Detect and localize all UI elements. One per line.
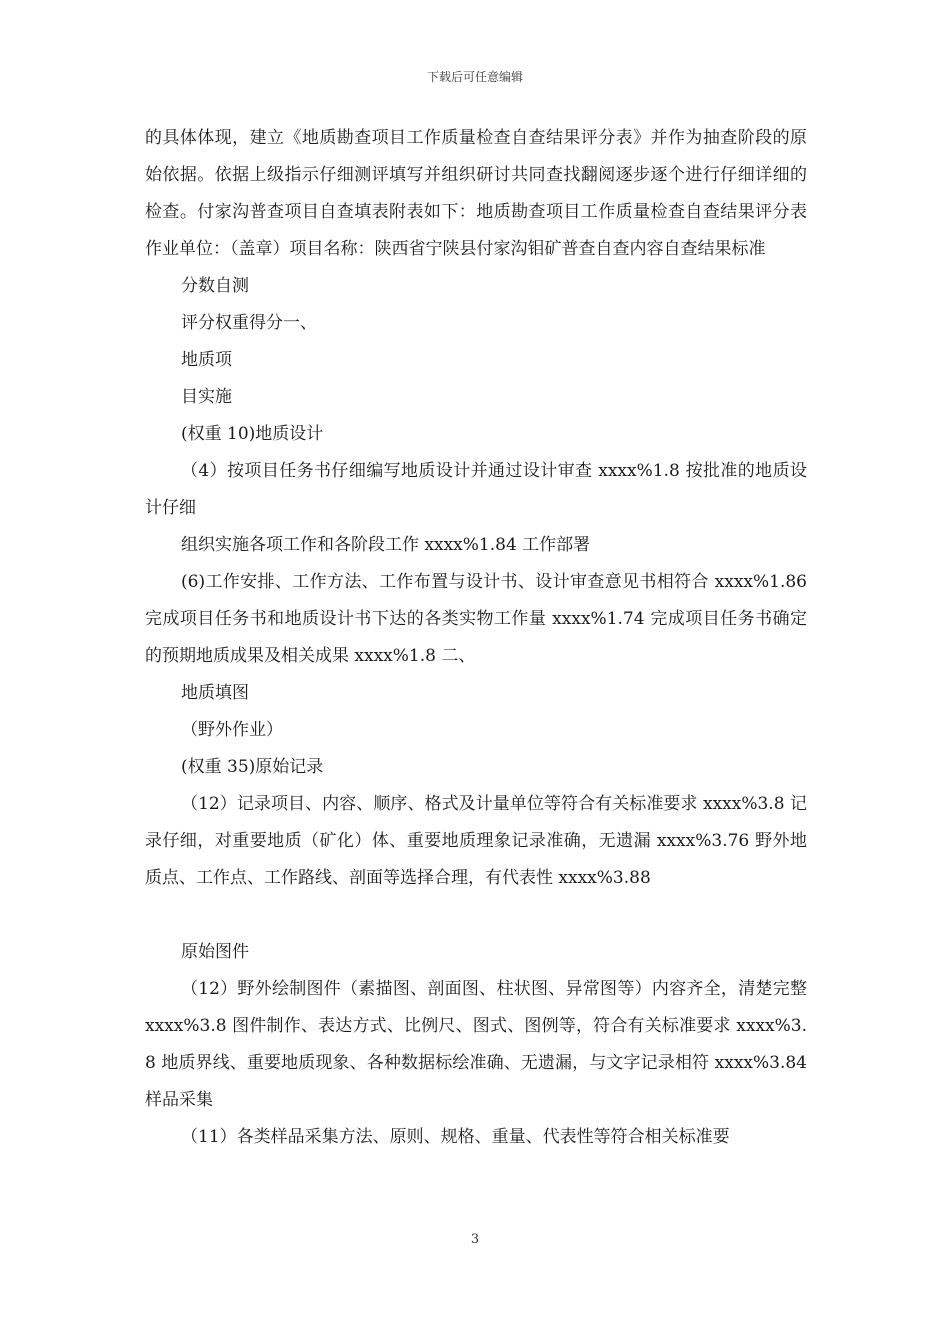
paragraph-original-drawings: 原始图件 xyxy=(181,942,249,962)
paragraph-item-4: （4）按项目任务书仔细编写地质设计并通过设计审查 xxxx%1.8 按批准的地质设计仔细 xyxy=(145,461,807,518)
document-body xyxy=(145,120,807,1156)
paragraph-geologic-mapping: 地质填图 xyxy=(181,683,249,703)
paragraph-weight-score: 评分权重得分一、 xyxy=(181,313,317,333)
paragraph-item-6: (6)工作安排、工作方法、工作布置与设计书、设计审查意见书相符合 xxxx%1.86 完成项目任务书和地质设计书下达的各类实物工作量 xxxx%1.74 完成项目任务书确定的预期地质成果及相关成果 xxxx%1.8 二、 xyxy=(145,572,807,666)
paragraph-item-12-drawings: （12）野外绘制图件（素描图、剖面图、柱状图、异常图等）内容齐全，清楚完整 xxxx%3.8 图件制作、表达方式、比例尺、图式、图例等，符合有关标准要求 xxxx%3.8 地质界线、重要地质现象、各种数据标绘准确、无遗漏，与文字记录相符 xxxx%3.84 样品采集 xyxy=(145,979,807,1110)
paragraph-implementation: 目实施 xyxy=(181,387,232,407)
paragraph-score-self-test: 分数自测 xyxy=(181,276,249,296)
paragraph-organize: 组织实施各项工作和各阶段工作 xxxx%1.84 工作部署 xyxy=(181,535,591,555)
page-header: 下载后可任意编辑 xyxy=(426,70,523,84)
paragraph-geology-item: 地质项 xyxy=(181,350,232,370)
paragraph-item-12-records: （12）记录项目、内容、顺序、格式及计量单位等符合有关标准要求 xxxx%3.8 记录仔细，对重要地质（矿化）体、重要地质理象记录准确，无遗漏 xxxx%3.76 野外地质点、工作点、工作路线、剖面等选择合理，有代表性 xxxx%3.88 xyxy=(145,794,807,888)
paragraph-intro: 的具体体现，建立《地质勘查项目工作质量检查自查结果评分表》并作为抽查阶段的原始依据。依据上级指示仔细测评填写并组织研讨共同查找翻阅逐步逐个进行仔细详细的检查。付家沟普查项目自查填表附表如下：地质勘查项目工作质量检查自查结果评分表作业单位：（盖章）项目名称：陕西省宁陕县付家沟钼矿普查自查内容自查结果标准 xyxy=(145,128,807,259)
paragraph-item-11-samples: （11）各类样品采集方法、原则、规格、重量、代表性等符合相关标准要 xyxy=(181,1127,730,1147)
page-number: 3 xyxy=(470,1232,480,1247)
paragraph-weight-35-records: (权重 35)原始记录 xyxy=(181,757,324,777)
paragraph-field-work: （野外作业） xyxy=(181,720,283,740)
paragraph-weight-10-design: (权重 10)地质设计 xyxy=(181,424,324,444)
